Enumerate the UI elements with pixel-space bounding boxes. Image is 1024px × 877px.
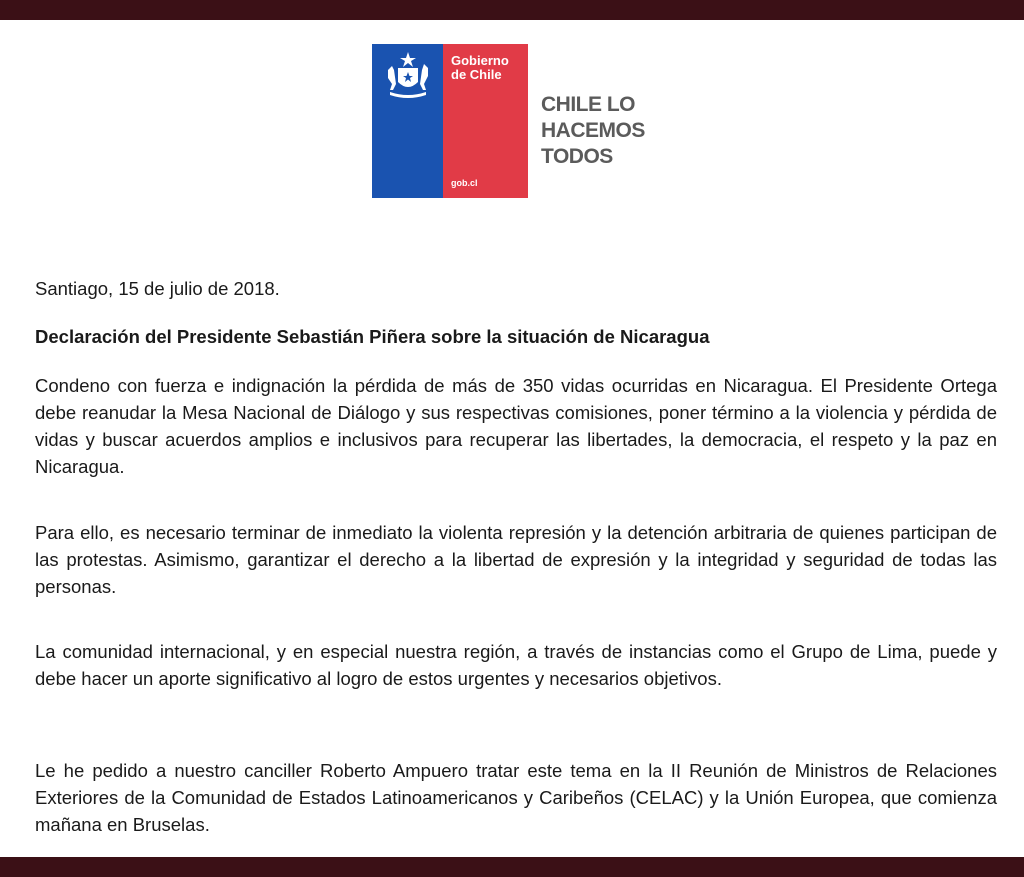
logo-red-panel [443,44,528,198]
slogan-line: HACEMOS [541,119,645,142]
coat-of-arms-icon [380,50,436,100]
paragraph: Le he pedido a nuestro canciller Roberto Ampuero tratar este tema en la II Reunión de Ministros de Relaciones Exteriores de la Comunidad de Estados Latinoamericanos y Caribeños (CELAC) y la Unión Europea, que comienza mañana en Bruselas. [35,760,997,835]
document-title: Declaración del Presidente Sebastián Piñera sobre la situación de Nicaragua [35,326,710,347]
logo-brand-text: Gobierno de Chile [451,53,509,82]
logo-blue-panel [372,44,443,198]
slogan-line: TODOS [541,145,613,168]
paragraph: Condeno con fuerza e indignación la pérdida de más de 350 vidas ocurridas en Nicaragua. El Presidente Ortega debe reanudar la Mesa Nacional de Diálogo y sus respectivas comisiones, poner término a la violencia y pérdida de vidas y buscar acuerdos amplios e inclusivos para recuperar las libertades, la democracia, el respeto y la paz en Nicaragua. [35,375,997,477]
logo-site-text: gob.cl [451,178,478,188]
document-page [0,20,1024,857]
gobierno-de-chile-logo [372,44,528,198]
slogan-line: CHILE LO [541,93,635,116]
paragraph: Para ello, es necesario terminar de inmediato la violenta represión y la detención arbitraria de quienes participan de las protestas. Asimismo, garantizar el derecho a la libertad de expresión y la integridad y seguridad de todas las personas. [35,522,997,597]
slogan [541,92,645,170]
paragraph: La comunidad internacional, y en especial nuestra región, a través de instancias como el Grupo de Lima, puede y debe hacer un aporte significativo al logro de estos urgentes y necesarios objetivos. [35,641,997,689]
document-date: Santiago, 15 de julio de 2018. [35,278,280,299]
